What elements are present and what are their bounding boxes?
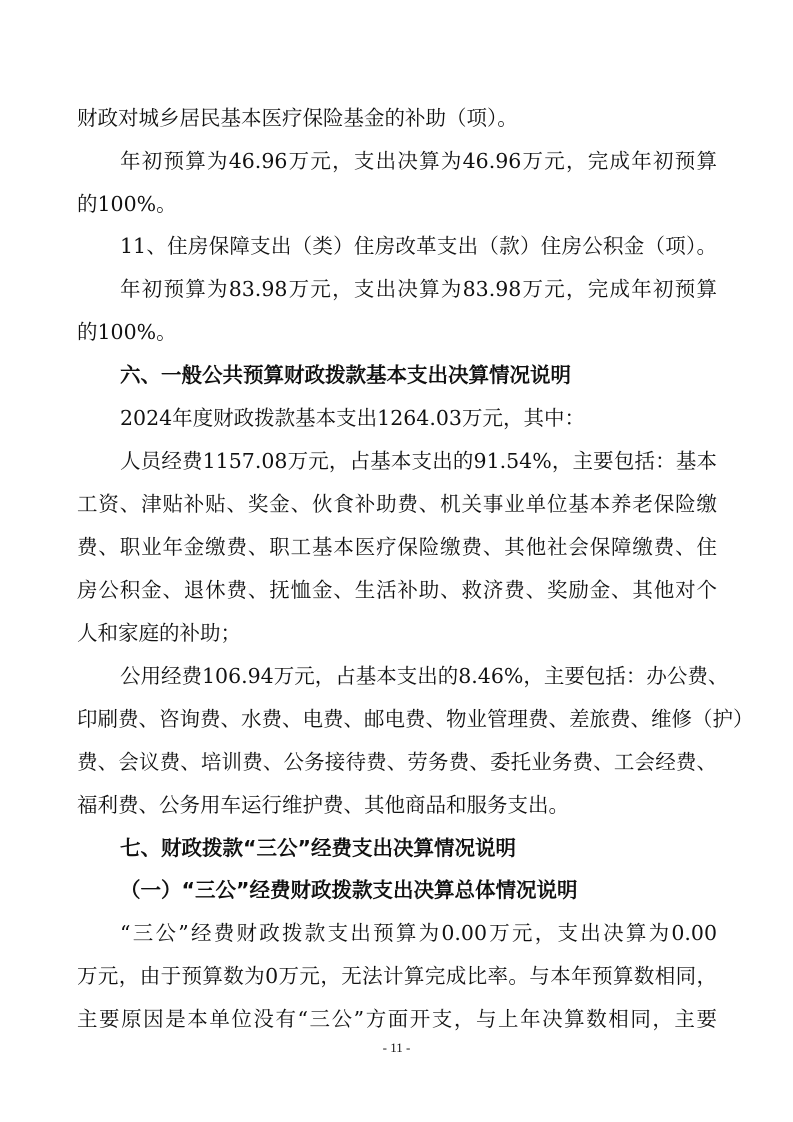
paragraph-line: 房公积金、退休费、抚恤金、生活补助、救济费、奖励金、其他对个	[77, 578, 717, 602]
section-heading: 七、财政拨款“三公”经费支出决算情况说明	[120, 836, 516, 860]
paragraph-line: 人员经费1157.08万元，占基本支出的91.54%，主要包括：基本	[120, 449, 717, 473]
paragraph-line: 主要原因是本单位没有“三公”方面开支，与上年决算数相同，主要	[77, 1007, 717, 1031]
paragraph-line: 福利费、公务用车运行维护费、其他商品和服务支出。	[77, 793, 569, 817]
paragraph-line: 年初预算为83.98万元，支出决算为83.98万元，完成年初预算	[120, 277, 717, 301]
paragraph-line: 工资、津贴补贴、奖金、伙食补助费、机关事业单位基本养老保险缴	[77, 492, 717, 516]
section-heading: 六、一般公共预算财政拨款基本支出决算情况说明	[120, 363, 571, 387]
paragraph-line: 的100%。	[77, 320, 177, 344]
paragraph-line: 印刷费、咨询费、水费、电费、邮电费、物业管理费、差旅费、维修（护）	[77, 707, 754, 731]
paragraph-line: 年初预算为46.96万元，支出决算为46.96万元，完成年初预算	[120, 149, 717, 173]
paragraph-line: 费、职业年金缴费、职工基本医疗保险缴费、其他社会保障缴费、住	[77, 535, 717, 559]
paragraph-line: 公用经费106.94万元，占基本支出的8.46%，主要包括：办公费、	[120, 664, 729, 688]
paragraph-line: 的100%。	[77, 192, 177, 216]
paragraph-line: “三公”经费财政拨款支出预算为0.00万元，支出决算为0.00	[120, 921, 717, 945]
paragraph-line: 2024年度财政拨款基本支出1264.03万元，其中：	[120, 406, 585, 430]
paragraph-line: 万元，由于预算数为0万元，无法计算完成比率。与本年预算数相同，	[77, 964, 717, 988]
paragraph-line: 11、住房保障支出（类）住房改革支出（款）住房公积金（项）。	[120, 234, 717, 258]
page-number: - 11 -	[382, 1040, 411, 1055]
subsection-heading: （一）“三公”经费财政拨款支出决算总体情况说明	[120, 878, 578, 902]
paragraph-line: 财政对城乡居民基本医疗保险基金的补助（项）。	[77, 106, 518, 130]
paragraph-line: 人和家庭的补助；	[77, 621, 241, 645]
paragraph-line: 费、会议费、培训费、公务接待费、劳务费、委托业务费、工会经费、	[77, 750, 717, 774]
